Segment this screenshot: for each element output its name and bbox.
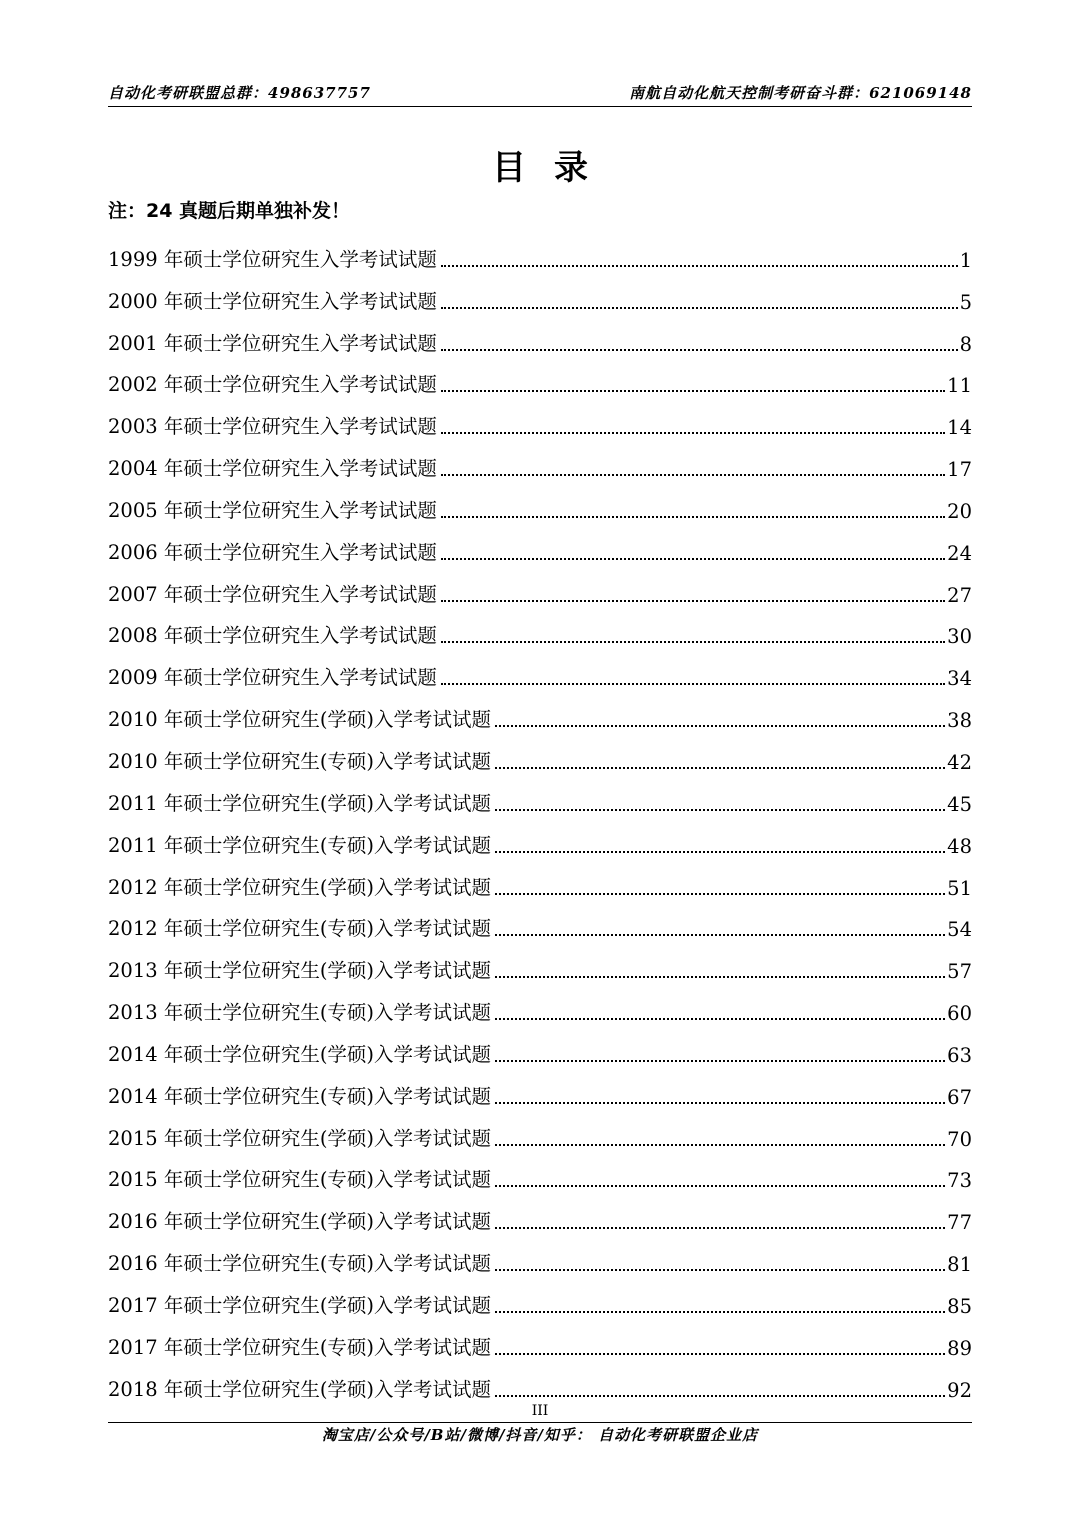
toc-entry-title: 2012 年硕士学位研究生(学硕)入学考试试题: [108, 875, 492, 899]
toc-leader-dots: [441, 473, 945, 476]
toc-entry-page: 20: [947, 499, 972, 523]
toc-entry-page: 77: [947, 1211, 972, 1235]
toc-entry[interactable]: [108, 523, 972, 565]
toc-leader-dots: [495, 892, 945, 895]
toc-entry-page: 27: [947, 583, 972, 607]
toc-entry-page: 60: [947, 1002, 972, 1026]
header-rule: [108, 106, 972, 107]
header-left-text: 自动化考研联盟总群：498637757: [108, 83, 371, 102]
toc-leader-dots: [495, 1226, 945, 1229]
toc-entry[interactable]: [108, 983, 972, 1025]
toc-entry-page: 51: [947, 876, 972, 900]
toc-leader-dots: [495, 724, 945, 727]
toc-entry-title: 2012 年硕士学位研究生(专硕)入学考试试题: [108, 917, 492, 941]
toc-entry-title: 2014 年硕士学位研究生(学硕)入学考试试题: [108, 1042, 492, 1066]
footer-rule: [108, 1422, 972, 1423]
toc-entry[interactable]: [108, 439, 972, 481]
toc-entry[interactable]: [108, 1109, 972, 1151]
toc-leader-dots: [441, 682, 945, 685]
toc-leader-dots: [495, 850, 945, 853]
toc-leader-dots: [495, 1268, 945, 1271]
toc-leader-dots: [441, 431, 945, 434]
toc-entry[interactable]: [108, 397, 972, 439]
toc-entry[interactable]: [108, 1151, 972, 1193]
toc-leader-dots: [495, 1143, 945, 1146]
toc-leader-dots: [495, 766, 945, 769]
toc-entry-title: 2011 年硕士学位研究生(学硕)入学考试试题: [108, 791, 492, 815]
toc-entry[interactable]: [108, 230, 972, 272]
toc-entry[interactable]: [108, 816, 972, 858]
toc-leader-dots: [495, 975, 945, 978]
toc-entry-title: 2010 年硕士学位研究生(学硕)入学考试试题: [108, 708, 492, 732]
toc-entry-title: 2007 年硕士学位研究生入学考试试题: [108, 582, 437, 606]
toc-leader-dots: [441, 264, 958, 267]
toc-leader-dots: [495, 1184, 945, 1187]
toc-leader-dots: [495, 808, 945, 811]
toc-entry-page: 24: [947, 541, 972, 565]
toc-entry[interactable]: [108, 858, 972, 900]
toc-leader-dots: [495, 933, 945, 936]
toc-entry-page: 14: [947, 416, 972, 440]
toc-entry-title: 2001 年硕士学位研究生入学考试试题: [108, 331, 437, 355]
toc-entry-page: 73: [947, 1169, 972, 1193]
toc-entry-page: 11: [947, 374, 972, 398]
toc-entry-title: 2011 年硕士学位研究生(专硕)入学考试试题: [108, 833, 492, 857]
toc-entry-title: 2016 年硕士学位研究生(学硕)入学考试试题: [108, 1210, 492, 1234]
toc-entry[interactable]: [108, 356, 972, 398]
toc-leader-dots: [441, 389, 945, 392]
toc-entry[interactable]: [108, 1234, 972, 1276]
toc-entry-title: 2009 年硕士学位研究生入学考试试题: [108, 666, 437, 690]
toc-entry[interactable]: [108, 900, 972, 942]
toc-entry-title: 2008 年硕士学位研究生入学考试试题: [108, 624, 437, 648]
header-right-text: 南航自动化航天控制考研奋斗群：621069148: [629, 83, 972, 102]
toc-entry-title: 2000 年硕士学位研究生入学考试试题: [108, 289, 437, 313]
toc-entry-page: 34: [947, 667, 972, 691]
toc-entry-page: 30: [947, 625, 972, 649]
page-number: III: [531, 1403, 549, 1419]
toc-entry[interactable]: [108, 690, 972, 732]
toc-entry[interactable]: [108, 774, 972, 816]
toc-entry[interactable]: [108, 1360, 972, 1402]
toc-entry-title: 2018 年硕士学位研究生(学硕)入学考试试题: [108, 1377, 492, 1401]
toc-entry-page: 1: [959, 248, 972, 272]
toc-entry[interactable]: [108, 1318, 972, 1360]
toc-entry-title: 2010 年硕士学位研究生(专硕)入学考试试题: [108, 749, 492, 773]
toc-entry[interactable]: [108, 1025, 972, 1067]
toc-leader-dots: [441, 515, 945, 518]
page-footer: 淘宝店/公众号/B站/微博/抖音/知乎： 自动化考研联盟企业店: [321, 1426, 759, 1444]
toc-leader-dots: [441, 306, 958, 309]
toc-entry[interactable]: [108, 648, 972, 690]
toc-entry-page: 42: [947, 750, 972, 774]
toc-entry[interactable]: [108, 272, 972, 314]
toc-entry[interactable]: [108, 314, 972, 356]
toc-entry[interactable]: [108, 732, 972, 774]
toc-entry-page: 70: [947, 1127, 972, 1151]
toc-entry-page: 85: [947, 1294, 972, 1318]
toc-entry-page: 8: [959, 332, 972, 356]
toc-leader-dots: [441, 599, 945, 602]
toc-entry-page: 45: [947, 792, 972, 816]
toc-entry-page: 57: [947, 960, 972, 984]
toc-leader-dots: [495, 1017, 945, 1020]
toc-entry-page: 17: [947, 458, 972, 482]
toc-leader-dots: [441, 557, 945, 560]
toc-leader-dots: [495, 1101, 945, 1104]
toc-entry-title: 2004 年硕士学位研究生入学考试试题: [108, 457, 437, 481]
toc-entry-title: 2016 年硕士学位研究生(专硕)入学考试试题: [108, 1252, 492, 1276]
toc-entry-page: 54: [947, 918, 972, 942]
toc-entry-page: 89: [947, 1336, 972, 1360]
toc-entry-title: 1999 年硕士学位研究生入学考试试题: [108, 247, 437, 271]
toc-entry-title: 2003 年硕士学位研究生入学考试试题: [108, 415, 437, 439]
toc-leader-dots: [495, 1310, 945, 1313]
toc-entry-title: 2013 年硕士学位研究生(专硕)入学考试试题: [108, 1001, 492, 1025]
toc-entry-page: 67: [947, 1085, 972, 1109]
toc-leader-dots: [441, 348, 958, 351]
toc-entry-title: 2017 年硕士学位研究生(专硕)入学考试试题: [108, 1335, 492, 1359]
toc-entry-title: 2015 年硕士学位研究生(专硕)入学考试试题: [108, 1168, 492, 1192]
toc-leader-dots: [495, 1059, 945, 1062]
toc-entry-title: 2002 年硕士学位研究生入学考试试题: [108, 373, 437, 397]
toc-entry[interactable]: [108, 941, 972, 983]
toc-entry-title: 2013 年硕士学位研究生(学硕)入学考试试题: [108, 959, 492, 983]
toc-entry-page: 92: [947, 1378, 972, 1402]
page-title: 目录: [492, 148, 616, 188]
toc-entry-page: 63: [947, 1043, 972, 1067]
toc-entry-page: 38: [947, 709, 972, 733]
toc-entry[interactable]: [108, 481, 972, 523]
toc-entry-page: 5: [959, 290, 972, 314]
toc-entry[interactable]: [108, 1276, 972, 1318]
toc-entry[interactable]: [108, 607, 972, 649]
toc-leader-dots: [441, 640, 945, 643]
toc-entry-page: 81: [947, 1253, 972, 1277]
toc-entry-title: 2017 年硕士学位研究生(学硕)入学考试试题: [108, 1293, 492, 1317]
toc-leader-dots: [495, 1394, 945, 1397]
toc-entry[interactable]: [108, 1067, 972, 1109]
toc-leader-dots: [495, 1352, 945, 1355]
toc-entry[interactable]: [108, 1192, 972, 1234]
note-text: 注：24 真题后期单独补发！: [108, 200, 351, 222]
toc-entry-title: 2015 年硕士学位研究生(学硕)入学考试试题: [108, 1126, 492, 1150]
page-header: [108, 78, 972, 106]
toc-entry-title: 2005 年硕士学位研究生入学考试试题: [108, 498, 437, 522]
toc-entry[interactable]: [108, 565, 972, 607]
toc-entry-page: 48: [947, 834, 972, 858]
toc-entry-title: 2014 年硕士学位研究生(专硕)入学考试试题: [108, 1084, 492, 1108]
toc-entry-title: 2006 年硕士学位研究生入学考试试题: [108, 540, 437, 564]
table-of-contents: [108, 230, 972, 1402]
